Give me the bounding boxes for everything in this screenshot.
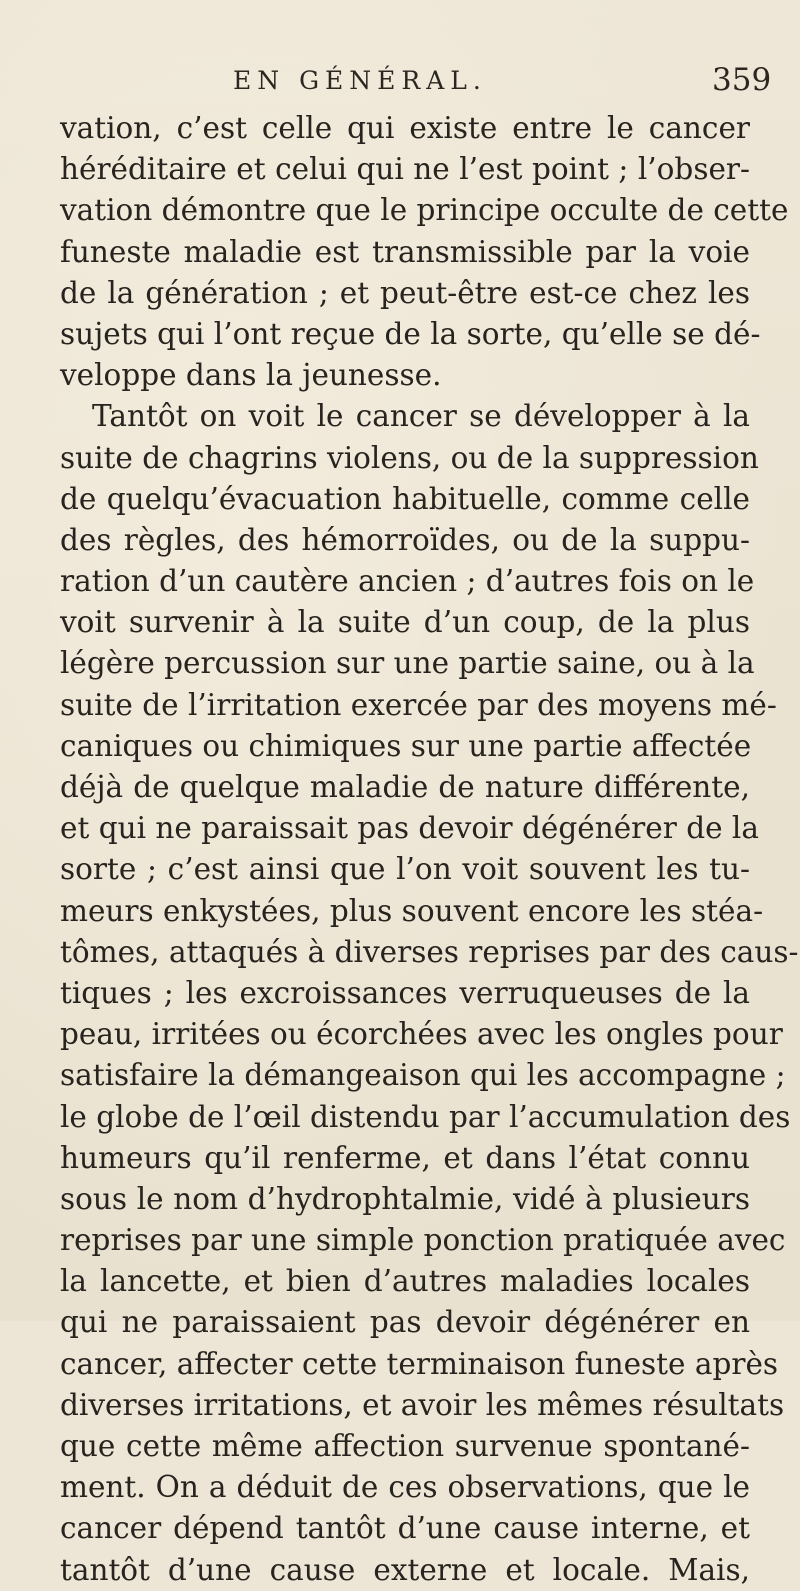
text-line: cancer dépend tantôt d’une cause interne, et xyxy=(60,1511,750,1546)
paragraph-end-line: veloppe dans la jeunesse. xyxy=(60,358,442,393)
text-line: suite de l’irritation exercée par des moyens mé- xyxy=(60,687,777,722)
running-title: EN GÉNÉRAL. xyxy=(233,66,487,95)
page-number: 359 xyxy=(712,62,772,98)
body-text xyxy=(60,108,799,1591)
paragraph-start-line: Tantôt on voit le cancer se développer à la xyxy=(92,399,750,434)
text-line: ment. On a déduit de ces observations, que le xyxy=(60,1470,750,1505)
text-line: meurs enkystées, plus souvent encore les stéa- xyxy=(60,893,764,928)
text-line: le globe de l’œil distendu par l’accumulation des xyxy=(60,1099,791,1134)
text-line: ration d’un cautère ancien ; d’autres fois on le xyxy=(60,564,755,599)
text-line: la lancette, et bien d’autres maladies locales xyxy=(60,1264,750,1299)
text-line: sujets qui l’ont reçue de la sorte, qu’elle se dé- xyxy=(60,316,761,351)
text-line: vation, c’est celle qui existe entre le cancer xyxy=(60,111,750,145)
text-line: suite de chagrins violens, ou de la suppression xyxy=(60,440,759,475)
text-line: caniques ou chimiques sur une partie affectée xyxy=(60,728,752,763)
text-line: légère percussion sur une partie saine, ou à la xyxy=(60,646,755,681)
text-line: héréditaire et celui qui ne l’est point ; l’obser- xyxy=(60,152,750,187)
text-line: de quelqu’évacuation habituelle, comme celle xyxy=(60,481,750,516)
text-line: déjà de quelque maladie de nature différente, xyxy=(60,770,750,804)
text-line: que cette même affection survenue spontané- xyxy=(60,1429,750,1463)
text-line: qui ne paraissaient pas devoir dégénérer en xyxy=(60,1305,750,1340)
text-line: tantôt d’une cause externe et locale. Mais, xyxy=(60,1552,750,1587)
text-line: tiques ; les excroissances verruqueuses de la xyxy=(60,975,750,1010)
text-line: peau, irritées ou écorchées avec les ongles pour xyxy=(60,1017,783,1052)
page-header xyxy=(0,62,800,102)
text-line: des règles, des hémorroïdes, ou de la suppu- xyxy=(60,522,750,557)
text-line: voit survenir à la suite d’un coup, de la plus xyxy=(60,605,750,640)
text-line: vation démontre que le principe occulte de cette xyxy=(60,193,789,228)
text-line: diverses irritations, et avoir les mêmes résultats xyxy=(60,1387,785,1422)
text-line: de la génération ; et peut-être est-ce chez les xyxy=(60,275,750,310)
text-line: et qui ne paraissait pas devoir dégénérer de la xyxy=(60,811,759,846)
text-line: sous le nom d’hydrophtalmie, vidé à plusieurs xyxy=(60,1181,750,1216)
text-line: humeurs qu’il renferme, et dans l’état connu xyxy=(60,1140,750,1175)
text-line: cancer, affecter cette terminaison funeste après xyxy=(60,1346,779,1381)
text-line: reprises par une simple ponction pratiquée avec xyxy=(60,1223,786,1258)
text-line: satisfaire la démangeaison qui les accompagne ; xyxy=(60,1058,786,1093)
text-line: sorte ; c’est ainsi que l’on voit souvent les tu- xyxy=(60,852,750,887)
text-line: tômes, attaqués à diverses reprises par des caus- xyxy=(60,934,799,969)
text-line: funeste maladie est transmissible par la voie xyxy=(60,234,750,269)
